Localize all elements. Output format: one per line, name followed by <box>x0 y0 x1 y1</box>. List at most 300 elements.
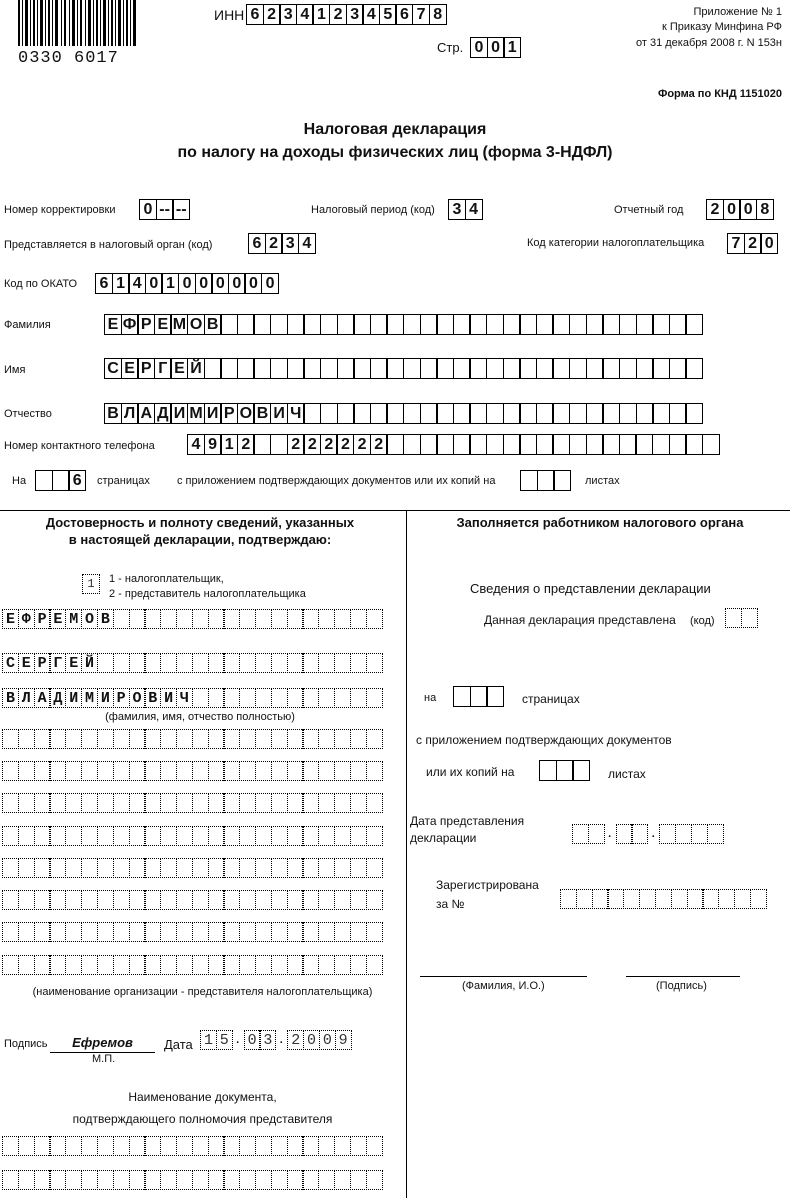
attach-field[interactable] <box>520 470 570 491</box>
stamp-label: М.П. <box>92 1053 116 1065</box>
char-cell <box>320 358 338 379</box>
char-cell <box>669 434 687 455</box>
char-cell <box>675 824 692 844</box>
char-cell: 1 <box>200 1030 217 1050</box>
char-cell <box>271 688 288 708</box>
patronymic-label: Отчество <box>4 408 52 420</box>
date-separator: . <box>608 828 612 840</box>
char-cell <box>97 1136 114 1156</box>
org-name-line-3[interactable] <box>2 793 382 813</box>
char-cell <box>129 1136 146 1156</box>
char-cell <box>470 686 488 707</box>
char-cell: 6 <box>68 470 86 491</box>
org-name-line-5[interactable] <box>2 858 382 878</box>
date-separator: . <box>651 828 655 840</box>
char-cell <box>519 314 537 335</box>
char-cell: 7 <box>727 233 745 254</box>
org-name-line-2[interactable] <box>2 761 382 781</box>
attach-suffix: листах <box>585 475 620 487</box>
char-cell <box>271 1136 288 1156</box>
char-cell: 2 <box>744 233 762 254</box>
char-cell: Р <box>34 653 51 673</box>
char-cell <box>302 793 319 813</box>
char-cell <box>287 609 304 629</box>
char-cell <box>302 826 319 846</box>
char-cell: 0 <box>139 199 157 220</box>
char-cell: 9 <box>204 434 222 455</box>
char-cell <box>239 858 256 878</box>
char-cell <box>350 688 367 708</box>
char-cell <box>81 826 98 846</box>
char-cell <box>176 922 193 942</box>
char-cell <box>65 761 82 781</box>
char-cell <box>302 922 319 942</box>
char-cell <box>469 403 487 424</box>
char-cell <box>49 955 66 975</box>
char-cell <box>65 729 82 749</box>
char-cell <box>586 403 604 424</box>
char-cell <box>49 858 66 878</box>
char-cell <box>144 955 161 975</box>
char-cell <box>255 922 272 942</box>
char-cell <box>320 314 338 335</box>
char-cell <box>65 922 82 942</box>
char-cell <box>113 761 130 781</box>
char-cell <box>420 434 438 455</box>
char-cell <box>318 653 335 673</box>
char-cell <box>270 434 288 455</box>
char-cell <box>350 858 367 878</box>
year-field[interactable] <box>706 199 772 220</box>
char-cell <box>220 314 238 335</box>
char-cell <box>569 314 587 335</box>
char-cell <box>503 403 521 424</box>
char-cell: 0 <box>487 37 505 58</box>
char-cell <box>636 358 654 379</box>
char-cell <box>176 729 193 749</box>
doc-caption-2: подтверждающего полномочия представителя <box>72 1112 333 1126</box>
char-cell <box>350 729 367 749</box>
char-cell <box>386 358 404 379</box>
char-cell <box>616 824 633 844</box>
registered-label-2: за № <box>436 897 465 911</box>
char-cell <box>586 358 604 379</box>
signer-code-field[interactable]: 1 <box>82 574 99 594</box>
barcode <box>14 0 144 50</box>
char-cell <box>318 761 335 781</box>
char-cell <box>734 889 751 909</box>
char-cell: Р <box>137 314 155 335</box>
char-cell <box>366 890 383 910</box>
char-cell <box>208 858 225 878</box>
char-cell: 4 <box>362 4 380 25</box>
date-separator: . <box>236 1034 240 1046</box>
office-heading: Заполняется работником налогового органа <box>456 515 744 530</box>
char-cell <box>144 826 161 846</box>
doc-name-line-1[interactable] <box>2 1136 382 1156</box>
char-cell <box>253 358 271 379</box>
presented-code-field[interactable] <box>725 608 757 628</box>
char-cell <box>49 826 66 846</box>
char-cell <box>192 890 209 910</box>
char-cell <box>255 653 272 673</box>
char-cell <box>537 470 555 491</box>
char-cell <box>223 1170 240 1190</box>
category-field[interactable] <box>727 233 777 254</box>
char-cell <box>223 858 240 878</box>
char-cell: 4 <box>465 199 483 220</box>
char-cell <box>602 403 620 424</box>
char-cell <box>223 826 240 846</box>
char-cell <box>318 955 335 975</box>
name-field[interactable] <box>104 358 702 379</box>
pages-field[interactable] <box>35 470 85 491</box>
char-cell <box>34 826 51 846</box>
char-cell <box>453 314 471 335</box>
char-cell <box>685 358 703 379</box>
char-cell <box>192 653 209 673</box>
char-cell: Е <box>104 314 122 335</box>
char-cell: 0 <box>244 273 262 294</box>
char-cell: М <box>65 609 82 629</box>
char-cell: 0 <box>261 273 279 294</box>
char-cell <box>239 955 256 975</box>
char-cell <box>486 434 504 455</box>
char-cell <box>685 314 703 335</box>
signer-option-1: 1 - налогоплательщик, <box>109 573 224 585</box>
char-cell <box>192 858 209 878</box>
registration-number-field[interactable] <box>560 889 766 909</box>
char-cell <box>255 761 272 781</box>
char-cell: 2 <box>336 434 354 455</box>
char-cell <box>635 434 653 455</box>
char-cell <box>97 1170 114 1190</box>
char-cell: С <box>104 358 122 379</box>
form-code: Форма по КНД 1151020 <box>657 88 782 100</box>
char-cell <box>691 824 708 844</box>
phone-label: Номер контактного телефона <box>4 440 155 452</box>
page-label: Стр. <box>437 40 464 55</box>
char-cell <box>586 314 604 335</box>
office-date-label-2: декларации <box>410 831 477 845</box>
char-cell <box>536 358 554 379</box>
char-cell <box>49 1170 66 1190</box>
char-cell <box>192 922 209 942</box>
char-cell <box>223 890 240 910</box>
inn-field[interactable] <box>246 4 445 25</box>
char-cell <box>239 826 256 846</box>
char-cell: 4 <box>128 273 146 294</box>
char-cell: И <box>170 403 188 424</box>
char-cell <box>160 858 177 878</box>
patronymic-field[interactable] <box>104 403 702 424</box>
office-pages-field[interactable] <box>453 686 503 707</box>
char-cell <box>334 826 351 846</box>
appendix-line-2: к Приказу Минфина РФ <box>662 21 782 33</box>
char-cell <box>486 314 504 335</box>
org-name-line-6[interactable] <box>2 890 382 910</box>
char-cell <box>253 434 271 455</box>
char-cell <box>18 890 35 910</box>
char-cell <box>366 729 383 749</box>
char-cell <box>97 826 114 846</box>
char-cell <box>34 955 51 975</box>
char-cell <box>2 1136 19 1156</box>
correction-field[interactable] <box>139 199 189 220</box>
char-cell <box>536 314 554 335</box>
char-cell: В <box>104 403 122 424</box>
char-cell: 0 <box>228 273 246 294</box>
char-cell: 6 <box>95 273 113 294</box>
signer-name-field[interactable] <box>2 653 382 673</box>
char-cell: М <box>81 688 98 708</box>
char-cell <box>2 858 19 878</box>
org-name-line-1[interactable] <box>2 729 382 749</box>
char-cell <box>519 403 537 424</box>
char-cell <box>576 889 593 909</box>
office-fio-line[interactable] <box>420 976 587 977</box>
char-cell <box>420 314 438 335</box>
char-cell: 2 <box>237 434 255 455</box>
char-cell <box>386 314 404 335</box>
char-cell: Д <box>49 688 66 708</box>
char-cell <box>81 890 98 910</box>
char-cell <box>65 826 82 846</box>
char-cell <box>223 1136 240 1156</box>
char-cell <box>553 470 571 491</box>
char-cell <box>652 434 670 455</box>
char-cell <box>208 688 225 708</box>
char-cell <box>318 922 335 942</box>
authority-field[interactable] <box>248 233 314 254</box>
char-cell <box>619 358 637 379</box>
char-cell: Р <box>113 688 130 708</box>
char-cell <box>144 858 161 878</box>
signer-patronymic-field[interactable] <box>2 688 382 708</box>
char-cell: Е <box>49 609 66 629</box>
char-cell <box>192 729 209 749</box>
char-cell <box>144 890 161 910</box>
char-cell <box>255 1170 272 1190</box>
char-cell <box>129 890 146 910</box>
char-cell <box>685 434 703 455</box>
char-cell <box>619 314 637 335</box>
char-cell <box>176 653 193 673</box>
char-cell <box>192 1136 209 1156</box>
char-cell: 4 <box>296 4 314 25</box>
char-cell <box>18 922 35 942</box>
char-cell <box>49 793 66 813</box>
okato-field[interactable] <box>95 273 278 294</box>
char-cell <box>302 955 319 975</box>
char-cell: О <box>187 314 205 335</box>
char-cell <box>239 1136 256 1156</box>
char-cell <box>270 314 288 335</box>
signature-date-field[interactable] <box>200 1030 351 1050</box>
char-cell <box>337 358 355 379</box>
char-cell <box>366 858 383 878</box>
char-cell <box>302 653 319 673</box>
char-cell <box>536 434 554 455</box>
org-name-line-7[interactable] <box>2 922 382 942</box>
char-cell: 2 <box>287 1030 304 1050</box>
char-cell <box>208 1136 225 1156</box>
char-cell <box>503 314 521 335</box>
page-number-field[interactable] <box>470 37 520 58</box>
char-cell <box>469 434 487 455</box>
char-cell <box>750 889 767 909</box>
period-field[interactable] <box>448 199 481 220</box>
char-cell <box>318 1136 335 1156</box>
authority-label: Представляется в налоговый орган (код) <box>4 239 213 251</box>
org-name-line-8[interactable] <box>2 955 382 975</box>
char-cell <box>669 314 687 335</box>
char-cell <box>334 688 351 708</box>
char-cell <box>486 358 504 379</box>
office-fio-caption: (Фамилия, И.О.) <box>462 980 545 992</box>
char-cell <box>113 955 130 975</box>
char-cell <box>2 922 19 942</box>
char-cell <box>223 729 240 749</box>
char-cell <box>223 688 240 708</box>
char-cell <box>34 890 51 910</box>
char-cell <box>113 826 130 846</box>
char-cell <box>366 793 383 813</box>
char-cell <box>469 314 487 335</box>
char-cell <box>18 858 35 878</box>
char-cell <box>303 358 321 379</box>
char-cell <box>2 729 19 749</box>
signature-value[interactable]: Ефремов <box>50 1035 155 1053</box>
char-cell <box>436 434 454 455</box>
char-cell <box>725 608 742 628</box>
office-on-label: на <box>424 692 437 704</box>
char-cell <box>453 358 471 379</box>
char-cell <box>539 760 557 781</box>
char-cell <box>97 793 114 813</box>
char-cell <box>366 955 383 975</box>
signature-label: Подпись <box>4 1038 48 1050</box>
char-cell <box>144 793 161 813</box>
char-cell: В <box>97 609 114 629</box>
phone-field[interactable] <box>187 434 719 455</box>
char-cell <box>287 1170 304 1190</box>
surname-field[interactable] <box>104 314 702 335</box>
char-cell <box>271 922 288 942</box>
char-cell <box>302 609 319 629</box>
char-cell <box>239 729 256 749</box>
office-date-field[interactable] <box>572 824 723 844</box>
char-cell <box>669 403 687 424</box>
char-cell <box>669 358 687 379</box>
char-cell <box>318 729 335 749</box>
char-cell: Ф <box>18 609 35 629</box>
char-cell <box>337 314 355 335</box>
char-cell: Ф <box>121 314 139 335</box>
char-cell <box>129 1170 146 1190</box>
title-line-2: по налогу на доходы физических лиц (форма 3-НДФЛ) <box>177 144 613 161</box>
char-cell <box>34 1136 51 1156</box>
char-cell <box>287 955 304 975</box>
org-name-line-4[interactable] <box>2 826 382 846</box>
char-cell <box>303 314 321 335</box>
char-cell <box>176 793 193 813</box>
appendix-line-1: Приложение № 1 <box>693 6 782 18</box>
char-cell <box>65 1170 82 1190</box>
char-cell <box>318 858 335 878</box>
attach-label: с приложением подтверждающих документов или их копий на <box>177 475 496 487</box>
char-cell <box>18 761 35 781</box>
char-cell: 9 <box>335 1030 352 1050</box>
char-cell <box>420 403 438 424</box>
char-cell <box>208 729 225 749</box>
office-sign-line[interactable] <box>626 976 740 977</box>
char-cell <box>52 470 70 491</box>
char-cell <box>386 434 404 455</box>
char-cell <box>192 793 209 813</box>
doc-name-line-2[interactable] <box>2 1170 382 1190</box>
char-cell <box>160 761 177 781</box>
char-cell <box>65 1136 82 1156</box>
char-cell <box>113 1170 130 1190</box>
char-cell <box>271 1170 288 1190</box>
char-cell <box>353 403 371 424</box>
char-cell <box>287 826 304 846</box>
char-cell <box>223 609 240 629</box>
char-cell: 2 <box>287 434 305 455</box>
char-cell <box>337 403 355 424</box>
char-cell <box>436 403 454 424</box>
char-cell <box>208 922 225 942</box>
office-attach-2: или их копий на <box>426 765 515 779</box>
char-cell <box>65 890 82 910</box>
char-cell <box>239 890 256 910</box>
char-cell <box>453 403 471 424</box>
char-cell <box>160 826 177 846</box>
office-info: Сведения о представлении декларации <box>470 581 711 596</box>
char-cell <box>208 890 225 910</box>
char-cell: 5 <box>216 1030 233 1050</box>
char-cell <box>18 793 35 813</box>
char-cell <box>239 688 256 708</box>
char-cell <box>160 729 177 749</box>
office-attach-field[interactable] <box>539 760 589 781</box>
char-cell <box>287 1136 304 1156</box>
char-cell: Й <box>187 358 205 379</box>
char-cell: Р <box>137 358 155 379</box>
char-cell <box>255 609 272 629</box>
char-cell <box>34 1170 51 1190</box>
signer-surname-field[interactable] <box>2 609 382 629</box>
char-cell <box>255 955 272 975</box>
char-cell: 0 <box>739 199 757 220</box>
char-cell <box>129 653 146 673</box>
char-cell: 3 <box>259 1030 276 1050</box>
char-cell <box>287 858 304 878</box>
char-cell <box>208 653 225 673</box>
char-cell <box>176 955 193 975</box>
char-cell <box>334 653 351 673</box>
char-cell: И <box>270 403 288 424</box>
char-cell <box>318 1170 335 1190</box>
char-cell <box>65 793 82 813</box>
char-cell <box>208 761 225 781</box>
char-cell <box>18 729 35 749</box>
char-cell: 0 <box>244 1030 261 1050</box>
char-cell: И <box>65 688 82 708</box>
char-cell <box>2 1170 19 1190</box>
char-cell <box>702 889 719 909</box>
